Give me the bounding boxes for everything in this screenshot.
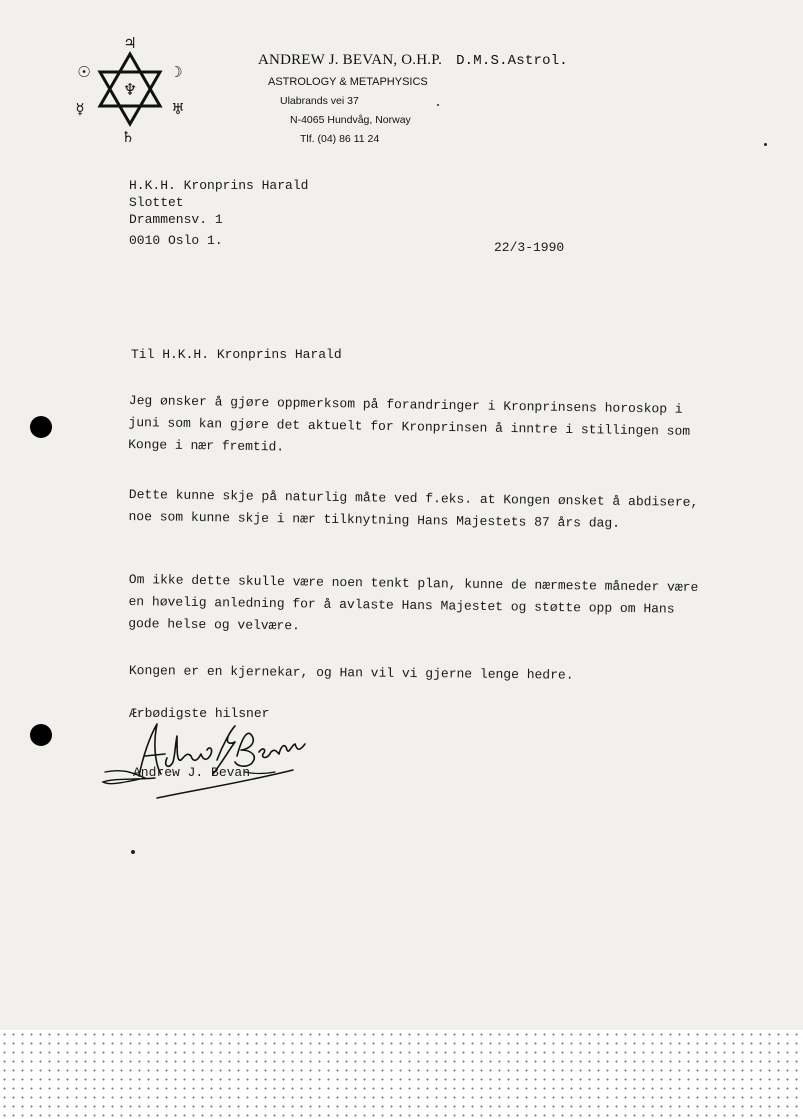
closing-greeting: Ærbødigste hilsner [129, 706, 270, 721]
paper-speck [437, 104, 439, 106]
letterhead-street: Ulabrands vei 37 [280, 95, 359, 107]
typed-signature-name: Andrew J. Bevan [133, 765, 251, 780]
uranus-icon: ♅ [171, 100, 185, 118]
scan-background [0, 1030, 803, 1119]
handwritten-signature [95, 716, 310, 806]
letterhead-phone: Tlf. (04) 86 11 24 [300, 133, 380, 145]
body-paragraph-1: Jeg ønsker å gjøre oppmerksom på forandringer i Kronprinsens horoskop i juni som kan gjøre det aktuelt for Kronprinsen å inntre i stillingen som Konge i nær fremtid. [128, 392, 691, 455]
letter-date: 22/3-1990 [494, 240, 565, 255]
sun-icon: ☉ [77, 63, 91, 81]
saturn-icon: ♄ [121, 128, 135, 146]
punch-hole-top [30, 416, 52, 438]
body-paragraph-2: Dette kunne skje på naturlig måte ved f.eks. at Kongen ønsket å abdisere, noe som kunne skje i nær tilknytning Hans Majestets 87 års dag. [128, 486, 699, 531]
neptune-icon: ♆ [122, 80, 138, 99]
recipient-building: Slottet [129, 195, 184, 210]
recipient-address [129, 177, 308, 228]
salutation: Til H.K.H. Kronprins Harald [131, 347, 342, 362]
letterhead-credentials: D.M.S.Astrol. [456, 53, 568, 69]
paper-speck [131, 850, 135, 854]
moon-icon: ☽ [169, 63, 183, 81]
body-paragraph-4: Kongen er en kjernekar, og Han vil vi gjerne lenge hedre. [128, 662, 574, 683]
letterhead-name-text: ANDREW J. BEVAN, O.H.P. [258, 52, 443, 68]
recipient-street: Drammensv. 1 [129, 212, 223, 227]
letterhead-name [258, 52, 568, 69]
jupiter-icon: ♃ [123, 34, 137, 52]
letterhead-subtitle: ASTROLOGY & METAPHYSICS [268, 76, 428, 88]
body-paragraph-3: Om ikke dette skulle være noen tenkt plan, kunne de nærmeste måneder være en høvelig anledning for å avlaste Hans Majestet og støtte opp om Hans gode helse og velvære. [128, 571, 699, 634]
punch-hole-bottom [30, 724, 52, 746]
recipient-name: H.K.H. Kronprins Harald [129, 178, 309, 193]
mercury-icon: ☿ [75, 100, 85, 118]
paper-speck [764, 143, 767, 146]
recipient-postal: 0010 Oslo 1. [129, 233, 223, 248]
letterhead-city: N-4065 Hundvåg, Norway [290, 114, 411, 126]
astrology-star-logo [70, 34, 190, 152]
